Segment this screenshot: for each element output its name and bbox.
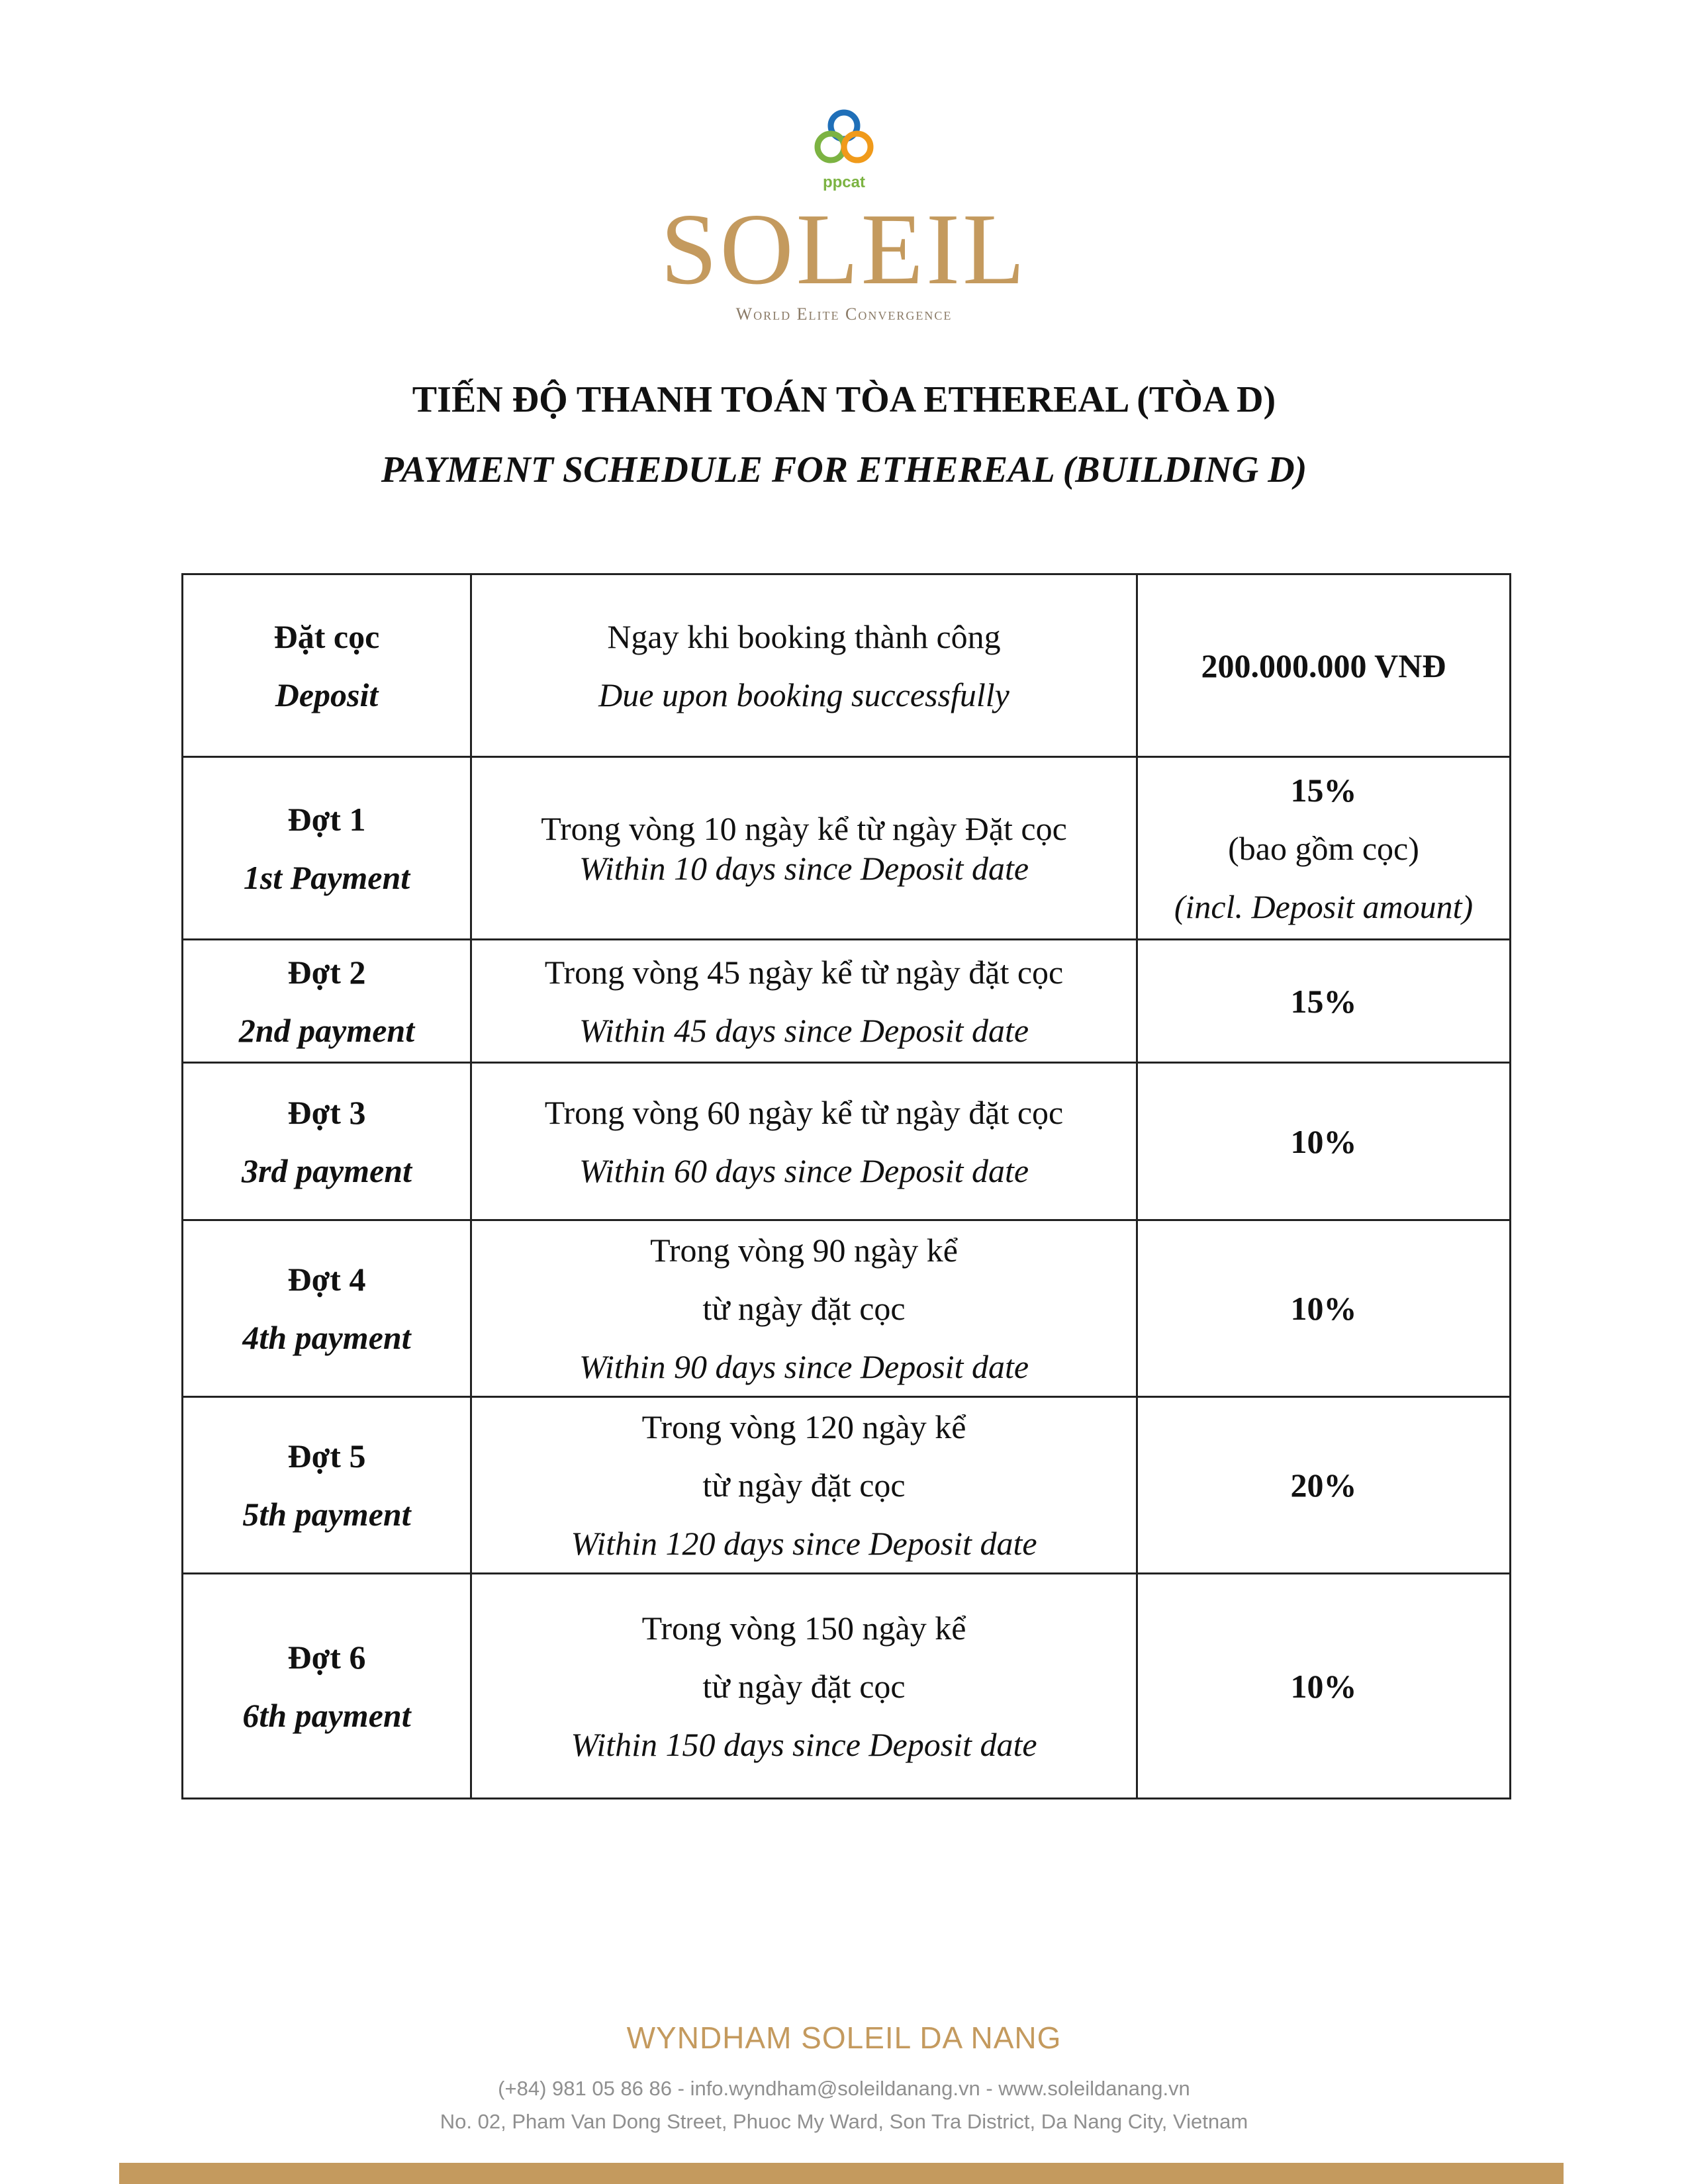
soleil-logo <box>0 106 1688 324</box>
stage-cell <box>183 1220 471 1397</box>
timing-cell <box>471 574 1137 757</box>
timing-vi: Trong vòng 45 ngày kể từ ngày đặt cọc <box>544 953 1064 991</box>
stage-vi: Đặt cọc <box>273 617 380 655</box>
timing-en: Within 45 days since Deposit date <box>579 1011 1029 1049</box>
footer-brand: WYNDHAM SOLEIL DA NANG <box>626 2021 1062 2055</box>
table-row <box>183 1220 1511 1397</box>
timing-en: Within 150 days since Deposit date <box>571 1725 1037 1763</box>
amount-cell <box>1137 940 1511 1063</box>
payment-schedule-table <box>181 573 1511 1799</box>
stage-en: Deposit <box>275 676 379 713</box>
timing-vi: Ngay khi booking thành công <box>607 617 1001 655</box>
footer-bar <box>119 2163 1564 2184</box>
timing-vi-line-1: Trong vòng 120 ngày kể <box>641 1408 966 1445</box>
amount-note-en: (incl. Deposit amount) <box>1174 887 1474 925</box>
stage-en: 2nd payment <box>238 1011 415 1049</box>
timing-cell <box>471 1397 1137 1574</box>
table-row <box>183 1397 1511 1574</box>
amount-value: 15% <box>1290 771 1357 809</box>
stage-cell <box>183 1574 471 1799</box>
stage-vi: Đợt 6 <box>287 1638 366 1676</box>
timing-vi: Trong vòng 10 ngày kể từ ngày Đặt cọc <box>541 809 1067 847</box>
stage-vi: Đợt 3 <box>287 1093 366 1131</box>
stage-cell <box>183 1397 471 1574</box>
amount-cell <box>1137 1063 1511 1220</box>
footer-contact: (+84) 981 05 86 86 - info.wyndham@soleildanang.vn - www.soleildanang.vn <box>498 2077 1190 2100</box>
table-row <box>183 940 1511 1063</box>
stage-cell <box>183 757 471 940</box>
stage-vi: Đợt 4 <box>287 1261 366 1298</box>
timing-vi: Trong vòng 60 ngày kể từ ngày đặt cọc <box>544 1093 1064 1131</box>
stage-cell <box>183 1063 471 1220</box>
logo-mark-text: ppcat <box>822 173 865 191</box>
timing-cell <box>471 1063 1137 1220</box>
stage-en: 3rd payment <box>242 1152 412 1189</box>
page-title-vi: TIẾN ĐỘ THANH TOÁN TÒA ETHEREAL (TÒA D) <box>412 379 1276 420</box>
timing-en: Within 10 days since Deposit date <box>579 849 1029 887</box>
timing-cell <box>471 757 1137 940</box>
timing-cell <box>471 1220 1137 1397</box>
amount-cell <box>1137 757 1511 940</box>
timing-vi-line-2: từ ngày đặt cọc <box>702 1467 906 1504</box>
amount-note-vi: (bao gồm cọc) <box>1228 829 1419 867</box>
timing-cell <box>471 1574 1137 1799</box>
stage-vi: Đợt 2 <box>287 953 366 991</box>
table-row <box>183 1063 1511 1220</box>
amount-value: 10% <box>1290 1122 1357 1160</box>
amount-cell <box>1137 1574 1511 1799</box>
table-row <box>183 757 1511 940</box>
timing-vi-line-1: Trong vòng 150 ngày kể <box>641 1609 966 1647</box>
timing-en: Within 120 days since Deposit date <box>571 1525 1037 1562</box>
amount-value: 10% <box>1290 1667 1357 1705</box>
stage-vi: Đợt 1 <box>287 800 366 838</box>
stage-en: 6th payment <box>242 1696 411 1734</box>
timing-vi-line-2: từ ngày đặt cọc <box>702 1667 906 1705</box>
logo-tagline: World Elite Convergence <box>735 304 953 324</box>
stage-cell <box>183 574 471 757</box>
amount-value: 20% <box>1290 1467 1357 1504</box>
table-row <box>183 1574 1511 1799</box>
timing-cell <box>471 940 1137 1063</box>
amount-value: 200.000.000 VNĐ <box>1201 647 1446 684</box>
stage-en: 4th payment <box>242 1319 411 1356</box>
stage-vi: Đợt 5 <box>287 1437 366 1475</box>
table-row <box>183 574 1511 757</box>
timing-vi-line-1: Trong vòng 90 ngày kể <box>650 1232 958 1269</box>
timing-en: Within 60 days since Deposit date <box>579 1152 1029 1189</box>
timing-en: Due upon booking successfully <box>598 676 1009 713</box>
amount-cell <box>1137 574 1511 757</box>
timing-vi-line-2: từ ngày đặt cọc <box>702 1290 906 1327</box>
page-title-en: PAYMENT SCHEDULE FOR ETHEREAL (BUILDING D) <box>381 449 1307 490</box>
stage-cell <box>183 940 471 1063</box>
ppcat-rings-icon <box>804 106 884 179</box>
footer-address: No. 02, Pham Van Dong Street, Phuoc My Ward, Son Tra District, Da Nang City, Vietnam <box>440 2110 1248 2133</box>
timing-en: Within 90 days since Deposit date <box>579 1348 1029 1385</box>
amount-value: 10% <box>1290 1290 1357 1327</box>
amount-cell <box>1137 1220 1511 1397</box>
logo-brand: SOLEIL <box>660 193 1028 306</box>
stage-en: 1st Payment <box>243 858 410 896</box>
amount-cell <box>1137 1397 1511 1574</box>
stage-en: 5th payment <box>242 1496 411 1533</box>
amount-value: 15% <box>1290 982 1357 1020</box>
